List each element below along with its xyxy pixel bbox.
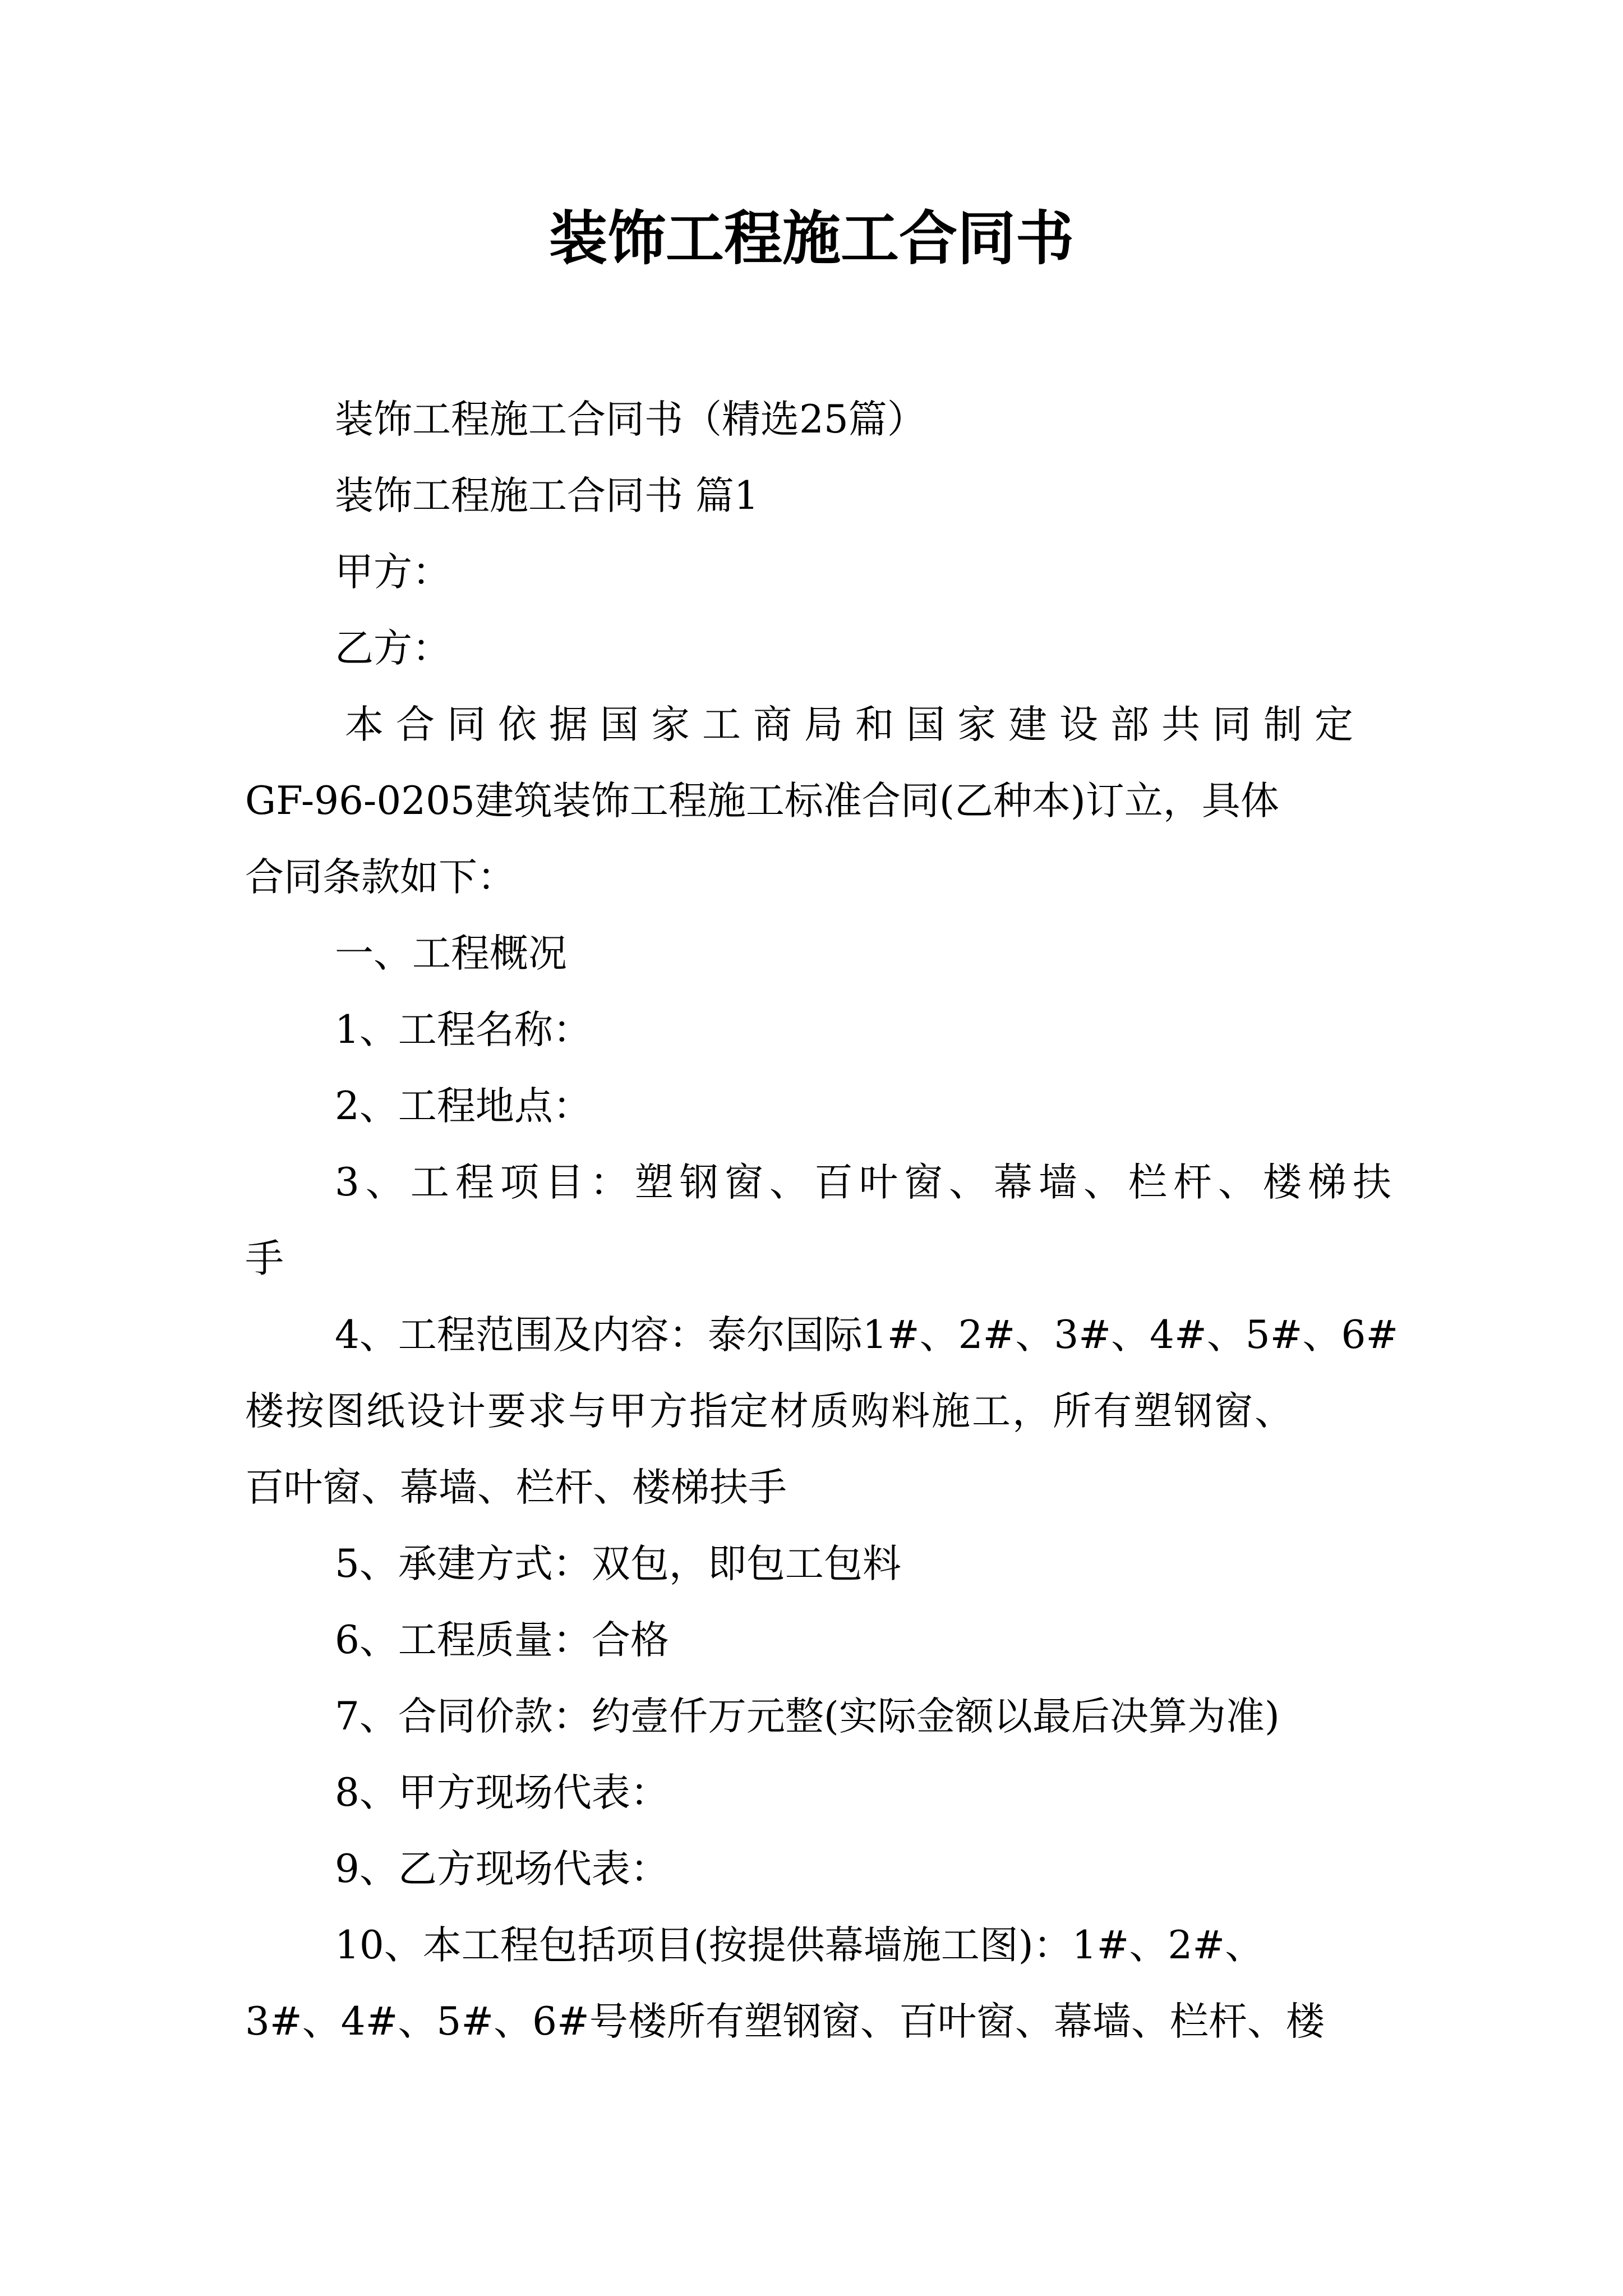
subtitle-line: 装饰工程施工合同书（精选25篇） [335,397,926,442]
item-4-line-1: 4、工程范围及内容：泰尔国际1#、2#、3#、4#、5#、6# [335,1313,1399,1358]
item-9-party-b-representative: 9、乙方现场代表： [335,1847,669,1892]
item-10-line-2: 3#、4#、5#、6#号楼所有塑钢窗、百叶窗、幕墙、栏杆、楼 [245,1999,1325,2044]
intro-line-3: 合同条款如下： [245,855,516,900]
item-7-contract-price: 7、合同价款：约壹仟万元整(实际金额以最后决算为准) [335,1694,1280,1739]
item-6-quality: 6、工程质量：合格 [335,1618,669,1663]
party-a-line: 甲方： [335,550,451,595]
section-1-heading: 一、工程概况 [335,931,567,976]
item-10-line-1: 10、本工程包括项目(按提供幕墙施工图)：1#、2#、 [335,1923,1264,1968]
item-4-line-3: 百叶窗、幕墙、栏杆、楼梯扶手 [245,1465,787,1510]
item-3-line-2: 手 [245,1236,284,1281]
document-body [245,381,1400,2060]
intro-line-1: 本合同依据国家工商局和国家建设部共同制定 [345,702,1366,747]
intro-line-2: GF-96-0205建筑装饰工程施工标准合同(乙种本)订立，具体 [245,779,1279,823]
item-8-party-a-representative: 8、甲方现场代表： [335,1770,669,1815]
item-3-line-1: 3、工程项目：塑钢窗、百叶窗、幕墙、栏杆、楼梯扶 [335,1160,1398,1205]
item-2-project-location: 2、工程地点： [335,1084,592,1129]
chapter-heading: 装饰工程施工合同书 篇1 [335,473,759,518]
item-4-line-2: 楼按图纸设计要求与甲方指定材质购料施工，所有塑钢窗、 [245,1389,1295,1434]
item-1-project-name: 1、工程名称： [335,1007,592,1052]
document-title: 装饰工程施工合同书 [548,204,1074,273]
item-5-contract-mode: 5、承建方式：双包，即包工包料 [335,1542,901,1586]
party-b-line: 乙方： [335,626,451,671]
